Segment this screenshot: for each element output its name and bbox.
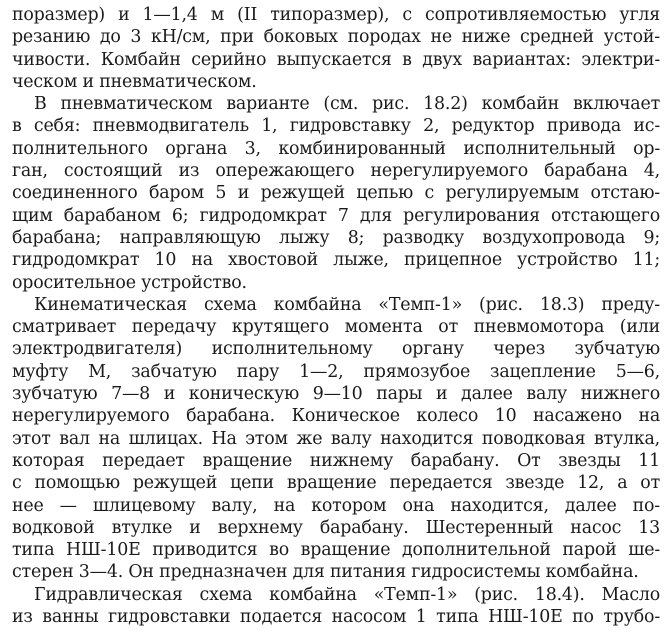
text-line: Гидравлическая схема комбайна «Темп-1» (рис. 18.4). Масло (34, 584, 660, 605)
text-line: гидродомкрат 10 на хвостовой лыже, прицепное устройство 11; (12, 250, 660, 271)
text-line: зубчатую 7—8 и коническую 9—10 пары и далее валу нижнего (12, 384, 660, 405)
text-line: электродвигателя) исполнительному органу через зубчатую (12, 339, 660, 360)
text-line: нерегулируемого барабана. Коническое колесо 10 насажено на (12, 406, 660, 427)
text-line: с помощью режущей цепи вращение передается звезде 12, а от (12, 473, 660, 494)
text-line: этот вал на шлицах. На этом же валу находится поводковая втулка, (12, 428, 660, 449)
paragraph-3 (12, 294, 660, 584)
text-line: ческом и пневматическом. (12, 71, 257, 92)
paragraph-1 (12, 4, 660, 93)
text-line: муфту М, забчатую пару 1—2, прямозубое зацепление 5—6, (12, 361, 660, 382)
text-line: в себя: пневмодвигатель 1, гидровставку 2, редуктор привода ис- (12, 116, 660, 137)
paragraph-2 (12, 93, 660, 294)
text-line: поразмер) и 1—1,4 м (II типоразмер), с сопротивляемостью угля (12, 5, 660, 25)
text-line: В пневматическом варианте (см. рис. 18.2) комбайн включает (34, 94, 660, 115)
text-line: резанию до 3 кН/см, при боковых породах не ниже средней устой- (12, 27, 660, 48)
text-line: сматривает передачу крутящего момента от пневмомотора (или (12, 317, 660, 338)
text-line: типа НШ-10Е приводится во вращение дополнительной парой ше- (12, 540, 660, 561)
text-line: оросительное устройство. (12, 272, 247, 293)
text-line: барабана; направляющую лыжу 8; разводку воздухопровода 9; (12, 227, 660, 248)
paragraph-4 (12, 584, 660, 629)
text-line: Кинематическая схема комбайна «Темп-1» (рис. 18.3) преду- (34, 294, 660, 315)
text-line: ган, состоящий из опережающего нерегулируемого барабана 4, (12, 161, 660, 182)
text-line: соединенного баром 5 и режущей цепью с регулируемым отстаю- (12, 183, 660, 204)
text-line: щим барабаном 6; гидродомкрат 7 для регулирования отстающего (12, 205, 660, 226)
text-line: стерен 3—4. Он предназначен для питания гидросистемы комбайна. (12, 562, 639, 583)
text-line: нее — шлицевому валу, на котором она находится, далее по- (12, 495, 660, 516)
text-line: водковой втулке и верхнему барабану. Шестеренный насос 13 (12, 517, 660, 538)
text-line: полнительного органа 3, комбинированный исполнительный ор- (12, 138, 660, 159)
text-line: которая передает вращение нижнему барабану. От звезды 11 (12, 450, 660, 471)
text-line: из ванны гидровставки подается насосом 1 типа НШ-10Е по трубо- (12, 607, 660, 628)
text-line: чивости. Комбайн серийно выпускается в двух вариантах: электри- (12, 49, 660, 70)
